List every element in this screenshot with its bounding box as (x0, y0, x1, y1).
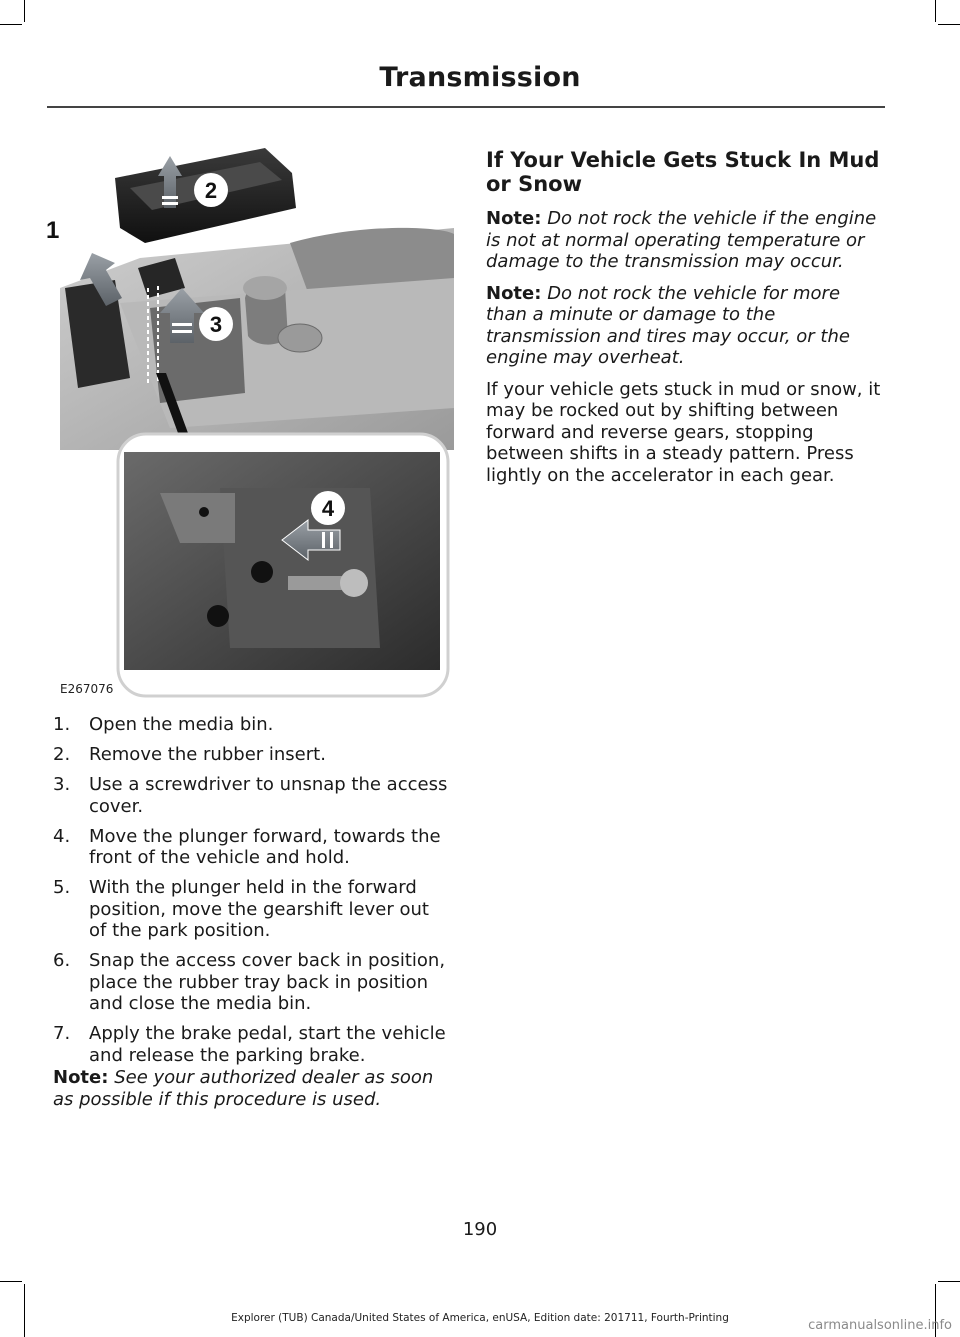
step-number: 3. (53, 774, 71, 795)
note-text: See your authorized dealer as soon as possible if this procedure is used. (53, 1067, 434, 1110)
plunger-knob (340, 569, 368, 597)
mount-hole (199, 507, 209, 517)
duration-note (486, 283, 882, 369)
header-divider (47, 106, 885, 108)
crop-mark (0, 1281, 22, 1282)
svg-text:1: 1 (46, 217, 60, 244)
step-number: 5. (53, 877, 71, 898)
crop-mark (935, 0, 936, 22)
step-number: 7. (53, 1023, 71, 1044)
procedure-illustration (46, 148, 454, 700)
temperature-note (486, 208, 882, 273)
note-label: Note: (53, 1067, 109, 1088)
plunger-housing (220, 488, 380, 648)
crop-mark (24, 0, 25, 22)
dealer-note (53, 1067, 453, 1110)
figure-code: E267076 (60, 682, 114, 696)
rocking-instructions: If your vehicle gets stuck in mud or snow, it may be rocked out by shifting between forward and reverse gears, stopping between shifts in a steady pattern. Press lightly on the accelerator in each gear. (486, 378, 881, 486)
console-illustration-svg (46, 148, 454, 700)
list-item (53, 714, 451, 736)
svg-text:3: 3 (209, 312, 223, 337)
procedure-steps (53, 714, 451, 1075)
watermark: carmanualsonline.info (808, 1318, 952, 1333)
note-text: Do not rock the vehicle if the engine is not at normal operating temperature or damage to the transmission may occur. (486, 208, 877, 272)
page-title: Transmission (379, 62, 581, 93)
callout-3 (199, 307, 233, 341)
list-item (53, 877, 451, 942)
step-text: Remove the rubber insert. (89, 744, 326, 765)
crop-mark (24, 1284, 25, 1337)
page-number: 190 (462, 1219, 498, 1240)
note-label: Note: (486, 208, 542, 229)
list-item (53, 1023, 451, 1066)
step-number: 4. (53, 825, 71, 847)
callout-4 (311, 491, 345, 525)
callout-2 (194, 173, 228, 207)
svg-text:4: 4 (321, 496, 335, 521)
edition-footer: Explorer (TUB) Canada/United States of America, enUSA, Edition date: 201711, Fourth-Printing (231, 1312, 729, 1324)
step-number: 2. (53, 744, 71, 765)
step-text: Move the plunger forward, towards the front of the vehicle and hold. (89, 825, 441, 868)
step-number: 6. (53, 950, 71, 971)
step-text: Use a screwdriver to unsnap the access cover. (89, 774, 448, 817)
list-item (53, 950, 451, 1015)
callout-1 (46, 217, 59, 244)
note-label: Note: (486, 282, 542, 304)
crop-mark (938, 1281, 960, 1282)
stuck-section (486, 148, 882, 496)
step-text: Apply the brake pedal, start the vehicle and release the parking brake. (89, 1023, 446, 1066)
shifter-knob (243, 276, 287, 300)
note-text: Do not rock the vehicle for more than a minute or damage to the transmission and tires may occur, or the engine may overheat. (486, 282, 850, 368)
step-text: Snap the access cover back in position, place the rubber tray back in position and close the media bin. (89, 950, 446, 1014)
control-dial (278, 324, 322, 352)
step-text: With the plunger held in the forward position, move the gearshift lever out of the park position. (89, 877, 429, 941)
list-item (53, 774, 451, 817)
step-text: Open the media bin. (89, 714, 274, 735)
step-number: 1. (53, 714, 71, 735)
list-item (53, 826, 451, 869)
section-heading: If Your Vehicle Gets Stuck In Mud or Snow (486, 148, 880, 196)
mount-hole (207, 605, 229, 627)
mount-hole (251, 561, 273, 583)
crop-mark (0, 24, 22, 25)
svg-text:2: 2 (204, 178, 218, 203)
list-item (53, 744, 451, 766)
crop-mark (938, 24, 960, 25)
